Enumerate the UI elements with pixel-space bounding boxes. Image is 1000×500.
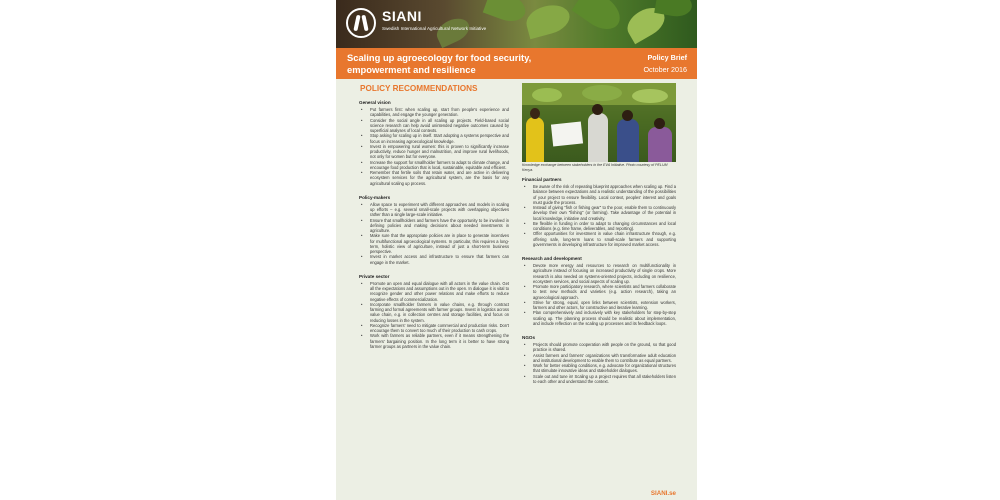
recommendation-item: • Stop asking for scaling up in itself. Start adopting a systems perspective and focus on increasing agroecological knowledge. — [359, 133, 509, 144]
recommendation-item: • Allow space to experiment with different approaches and models in scaling up efforts – e.g. several small-scale projects with overlapping objectives rather than a single large-scale initiative. — [359, 202, 509, 218]
recommendation-group-research-and-development — [522, 256, 676, 326]
recommendation-item: • Assist farmers and farmers' organizations with transformative adult education and institutional development to enable them to contribute as equal partners. — [522, 353, 676, 364]
siani-logo-icon — [346, 8, 376, 38]
recommendation-list — [522, 184, 676, 247]
recommendation-group-ngos — [522, 335, 676, 384]
group-heading: General vision — [359, 100, 391, 105]
recommendation-list — [359, 202, 509, 265]
group-heading: Private sector — [359, 273, 390, 279]
recommendation-item: • Offer opportunities for investment in value chain infrastructure through, e.g. offering safe, long-term loans to small-scale farmers and supporting governments in developing infrastructure for improved market access. — [522, 231, 676, 247]
recommendation-item: • Invest in empowering rural women: this is proven to significantly increase productivity, reduce hunger and malnutrition, and improve rural livelihoods, not only for women but for everyone. — [359, 144, 509, 160]
recommendation-item: • Incorporate smallholder farmers in value chains, e.g. through contract farming and formal agreements with farmer groups. Invest in logistics across value chain, e.g. in collection centres and storage facilities, and focus on reducing losses in the system. — [359, 302, 509, 323]
recommendation-item: • Work with farmers as reliable partners, even if it means strengthening the farmers' bargaining position. In the long term it is better to have strong farmer groups as partners in the value chain. — [359, 333, 509, 349]
recommendation-group-financial-partners — [522, 177, 676, 247]
recommendation-group-policy-makers — [359, 195, 509, 265]
recommendation-item: • Instead of giving "fish or fishing gear" to the poor, enable them to continuously develop their own "fishing" (or farming). Take advantage of the potential in local knowledge, initiative and creativity. — [522, 205, 676, 221]
right-column — [522, 177, 676, 393]
recommendation-item: • Scale out and tune in! Scaling up a project requires that all stakeholders listen to each other and understand the context. — [522, 374, 676, 385]
recommendation-item: • Increase the support for smallholder farmers to adapt to climate change, and encourage food production that is local, sustainable, equitable and efficient. — [359, 160, 509, 171]
org-full-name: Swedish International Agricultural Network Initiative — [382, 26, 487, 31]
recommendation-item: • Remember that fertile soils that retain water, and are active in delivering ecosystem services for the agricultural system, are the basis for any agricultural scaling up process. — [359, 170, 509, 186]
group-heading: Policy-makers — [359, 194, 391, 200]
title-bar — [336, 48, 697, 79]
recommendation-item: • Ensure that smallholders and farmers have the opportunity to be involved in defining policies and making decisions about needed investments in agriculture. — [359, 218, 509, 234]
recommendation-item: • Consider the social angle in all scaling up projects. Field-based social science research can help avoid unintended negative outcomes caused by superficial analyses of local contexts. — [359, 118, 509, 134]
document-title: Scaling up agroecology for food security, empowerment and resilience — [347, 52, 532, 75]
recommendation-item: • Make sure that the appropriate policies are in place to generate incentives for multifunctional agroecological systems. In particular, this requires a long-term, holistic view of agriculture, instead of just a short-term business perspective. — [359, 233, 509, 254]
header-banner — [336, 0, 697, 48]
policy-brief-page — [336, 0, 697, 500]
left-column — [359, 100, 509, 358]
footer-url[interactable]: SIANI.se — [650, 490, 676, 497]
recommendation-group-private-sector — [359, 274, 509, 349]
recommendation-group-general-vision — [359, 100, 509, 186]
document-date: October 2016 — [643, 65, 687, 74]
group-heading: Financial partners — [522, 177, 562, 182]
recommendation-list — [359, 107, 509, 186]
recommendation-item: • Promote an open and equal dialogue with all actors in the value chain. Get all the expectations and assumptions out in the open. In dialogue it is vital to recognize gender and other power relations and make efforts to reduce negative effects of commercialization. — [359, 281, 509, 302]
photo-caption: Knowledge exchange between stakeholders in the EVA Initiative. Photo courtesy of PELUM Kenya. — [522, 163, 668, 172]
section-title: POLICY RECOMMENDATIONS — [360, 84, 478, 93]
recommendation-list — [522, 342, 676, 384]
recommendation-item: • Be flexible in funding in order to adapt to changing circumstances and local conditions (e.g. time frame, deliverables, and reporting). — [522, 221, 676, 232]
recommendation-item: • Invest in market access and infrastructure to ensure that farmers can engage in the market. — [359, 254, 509, 265]
recommendation-item: • Promote more participatory research, where scientists and farmers collaborate to test new methods and varieties (e.g. action research), taking an agroecological approach. — [522, 284, 676, 300]
recommendation-item: • Be aware of the risk of repeating blueprint approaches when scaling up. Find a balance between expectations and a realistic understanding of the possibilities of your project to ensure flexibility. Local context, peoples' interest and goals must guide the process. — [522, 184, 676, 205]
field-photo — [522, 83, 676, 162]
group-heading: Research and development — [522, 256, 582, 261]
document-type: Policy Brief — [647, 53, 687, 62]
group-heading: NGOs — [522, 335, 536, 340]
recommendation-item: • Put farmers first: when scaling up, start from people's experience and capabilities, and engage the younger generation. — [359, 107, 509, 118]
recommendation-list — [522, 263, 676, 326]
recommendation-item: • Strive for strong, equal, open links between scientists, extension workers, farmers and other actors, for constructive and iterative learning. — [522, 300, 676, 311]
recommendation-item: • Projects should promote cooperation with people on the ground, so that good practice is shared. — [522, 342, 676, 353]
recommendation-item: • Work for better enabling conditions, e.g. advocate for organizational structures that stimulate innovative ideas and stakeholder dialogues. — [522, 363, 676, 374]
recommendation-item: • Plan comprehensively and inclusively with key stakeholders for step-by-step scaling up. The planning process should be realistic about implementation, and include reflection on the scaling up processes and its feedback loops. — [522, 310, 676, 326]
recommendation-list — [359, 281, 509, 349]
org-name: SIANI — [382, 8, 422, 24]
recommendation-item: • Recognize farmers' need to mitigate commercial and production risks. Don't encourage them to convert too much of their production to cash crops. — [359, 323, 509, 334]
recommendation-item: • Devote more energy and resources to research on multifunctionality in agriculture instead of focusing on increased productivity of single crops. More research is also needed on systems-oriented projects, including on resilience, ecosystem services, and social aspects of scaling up. — [522, 263, 676, 284]
